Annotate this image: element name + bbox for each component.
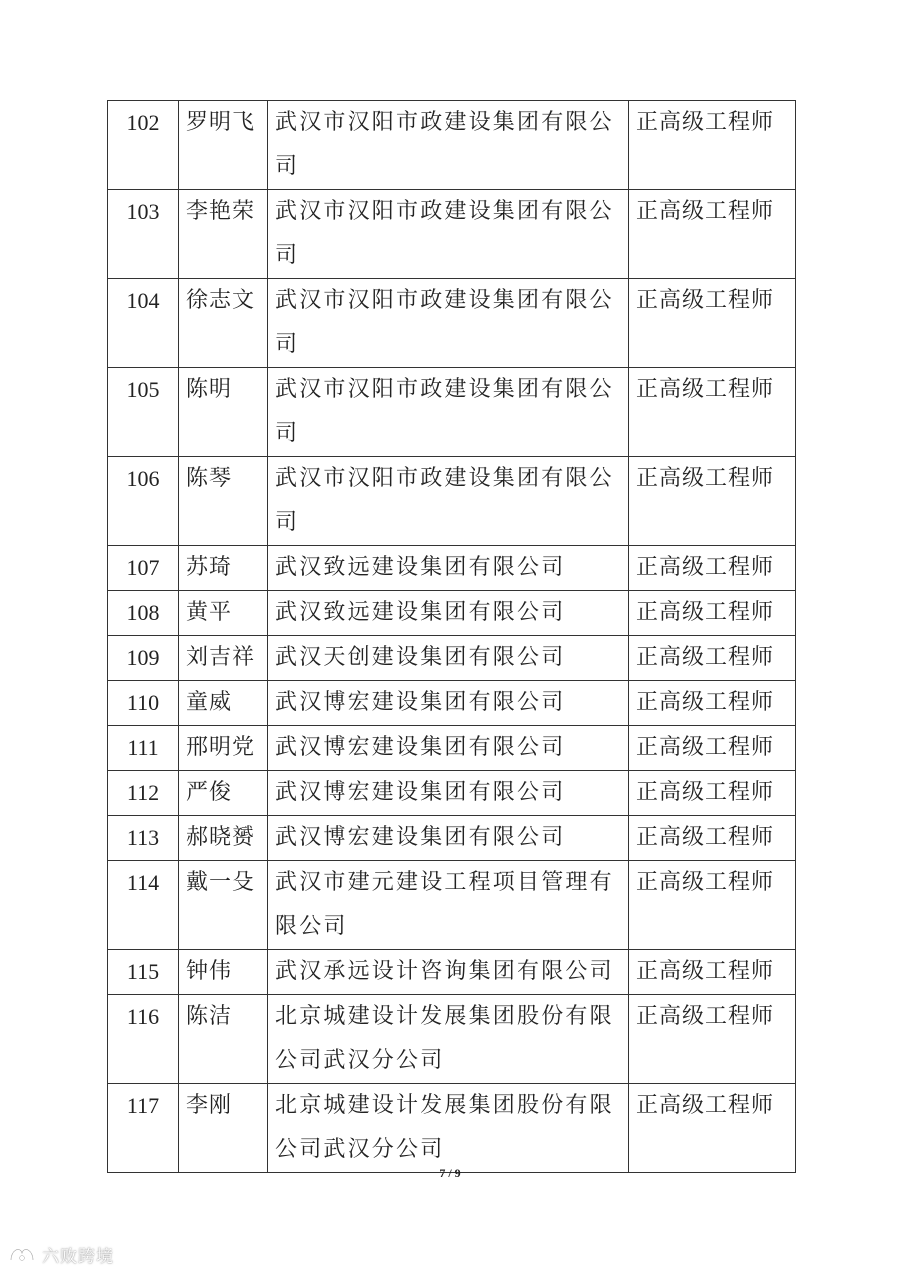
- row-number: 115: [108, 950, 179, 995]
- organization-name: 武汉博宏建设集团有限公司: [268, 726, 629, 771]
- table-row: [108, 190, 796, 279]
- person-name: 戴一殳: [179, 861, 268, 950]
- table-row: [108, 101, 796, 190]
- row-number: 102: [108, 101, 179, 190]
- row-number: 113: [108, 816, 179, 861]
- row-number: 111: [108, 726, 179, 771]
- person-name: 童威: [179, 681, 268, 726]
- professional-title: 正高级工程师: [629, 861, 796, 950]
- person-name: 刘吉祥: [179, 636, 268, 681]
- person-name: 罗明飞: [179, 101, 268, 190]
- row-number: 108: [108, 591, 179, 636]
- organization-name: 武汉博宏建设集团有限公司: [268, 816, 629, 861]
- row-number: 107: [108, 546, 179, 591]
- engineer-roster-table: [107, 100, 796, 1173]
- person-name: 邢明党: [179, 726, 268, 771]
- organization-name: 武汉博宏建设集团有限公司: [268, 681, 629, 726]
- organization-name: 武汉市汉阳市政建设集团有限公司: [268, 368, 629, 457]
- organization-name: 武汉市汉阳市政建设集团有限公司: [268, 457, 629, 546]
- professional-title: 正高级工程师: [629, 636, 796, 681]
- person-name: 严俊: [179, 771, 268, 816]
- table-row: [108, 1084, 796, 1173]
- organization-name: 武汉市汉阳市政建设集团有限公司: [268, 190, 629, 279]
- table-row: [108, 546, 796, 591]
- table-row: [108, 995, 796, 1084]
- person-name: 钟伟: [179, 950, 268, 995]
- organization-name: 武汉致远建设集团有限公司: [268, 546, 629, 591]
- professional-title: 正高级工程师: [629, 771, 796, 816]
- row-number: 114: [108, 861, 179, 950]
- organization-name: 武汉致远建设集团有限公司: [268, 591, 629, 636]
- organization-name: 武汉市建元建设工程项目管理有限公司: [268, 861, 629, 950]
- organization-name: 武汉承远设计咨询集团有限公司: [268, 950, 629, 995]
- row-number: 104: [108, 279, 179, 368]
- professional-title: 正高级工程师: [629, 591, 796, 636]
- organization-name: 北京城建设计发展集团股份有限公司武汉分公司: [268, 1084, 629, 1173]
- table-row: [108, 368, 796, 457]
- table-row: [108, 636, 796, 681]
- table-row: [108, 726, 796, 771]
- professional-title: 正高级工程师: [629, 681, 796, 726]
- person-name: 郝晓赟: [179, 816, 268, 861]
- organization-name: 武汉博宏建设集团有限公司: [268, 771, 629, 816]
- professional-title: 正高级工程师: [629, 995, 796, 1084]
- table-row: [108, 279, 796, 368]
- person-name: 陈琴: [179, 457, 268, 546]
- row-number: 116: [108, 995, 179, 1084]
- table-row: [108, 457, 796, 546]
- professional-title: 正高级工程师: [629, 190, 796, 279]
- page-number: 7 / 9: [439, 1166, 461, 1180]
- professional-title: 正高级工程师: [629, 457, 796, 546]
- watermark-text: 六败跨境: [42, 1246, 114, 1267]
- table-row: [108, 771, 796, 816]
- row-number: 109: [108, 636, 179, 681]
- person-name: 陈明: [179, 368, 268, 457]
- professional-title: 正高级工程师: [629, 368, 796, 457]
- person-name: 陈洁: [179, 995, 268, 1084]
- table-row: [108, 681, 796, 726]
- organization-name: 北京城建设计发展集团股份有限公司武汉分公司: [268, 995, 629, 1084]
- row-number: 103: [108, 190, 179, 279]
- row-number: 110: [108, 681, 179, 726]
- watermark: [8, 1243, 114, 1265]
- row-number: 105: [108, 368, 179, 457]
- organization-name: 武汉市汉阳市政建设集团有限公司: [268, 279, 629, 368]
- professional-title: 正高级工程师: [629, 816, 796, 861]
- person-name: 李艳荣: [179, 190, 268, 279]
- professional-title: 正高级工程师: [629, 279, 796, 368]
- table-row: [108, 861, 796, 950]
- organization-name: 武汉市汉阳市政建设集团有限公司: [268, 101, 629, 190]
- watermark-logo-icon: [8, 1244, 36, 1264]
- person-name: 苏琦: [179, 546, 268, 591]
- roster-body: [108, 101, 796, 1173]
- person-name: 黄平: [179, 591, 268, 636]
- professional-title: 正高级工程师: [629, 546, 796, 591]
- row-number: 117: [108, 1084, 179, 1173]
- professional-title: 正高级工程师: [629, 726, 796, 771]
- professional-title: 正高级工程师: [629, 950, 796, 995]
- professional-title: 正高级工程师: [629, 101, 796, 190]
- row-number: 106: [108, 457, 179, 546]
- table-row: [108, 816, 796, 861]
- professional-title: 正高级工程师: [629, 1084, 796, 1173]
- row-number: 112: [108, 771, 179, 816]
- organization-name: 武汉天创建设集团有限公司: [268, 636, 629, 681]
- person-name: 徐志文: [179, 279, 268, 368]
- person-name: 李刚: [179, 1084, 268, 1173]
- table-row: [108, 950, 796, 995]
- table-row: [108, 591, 796, 636]
